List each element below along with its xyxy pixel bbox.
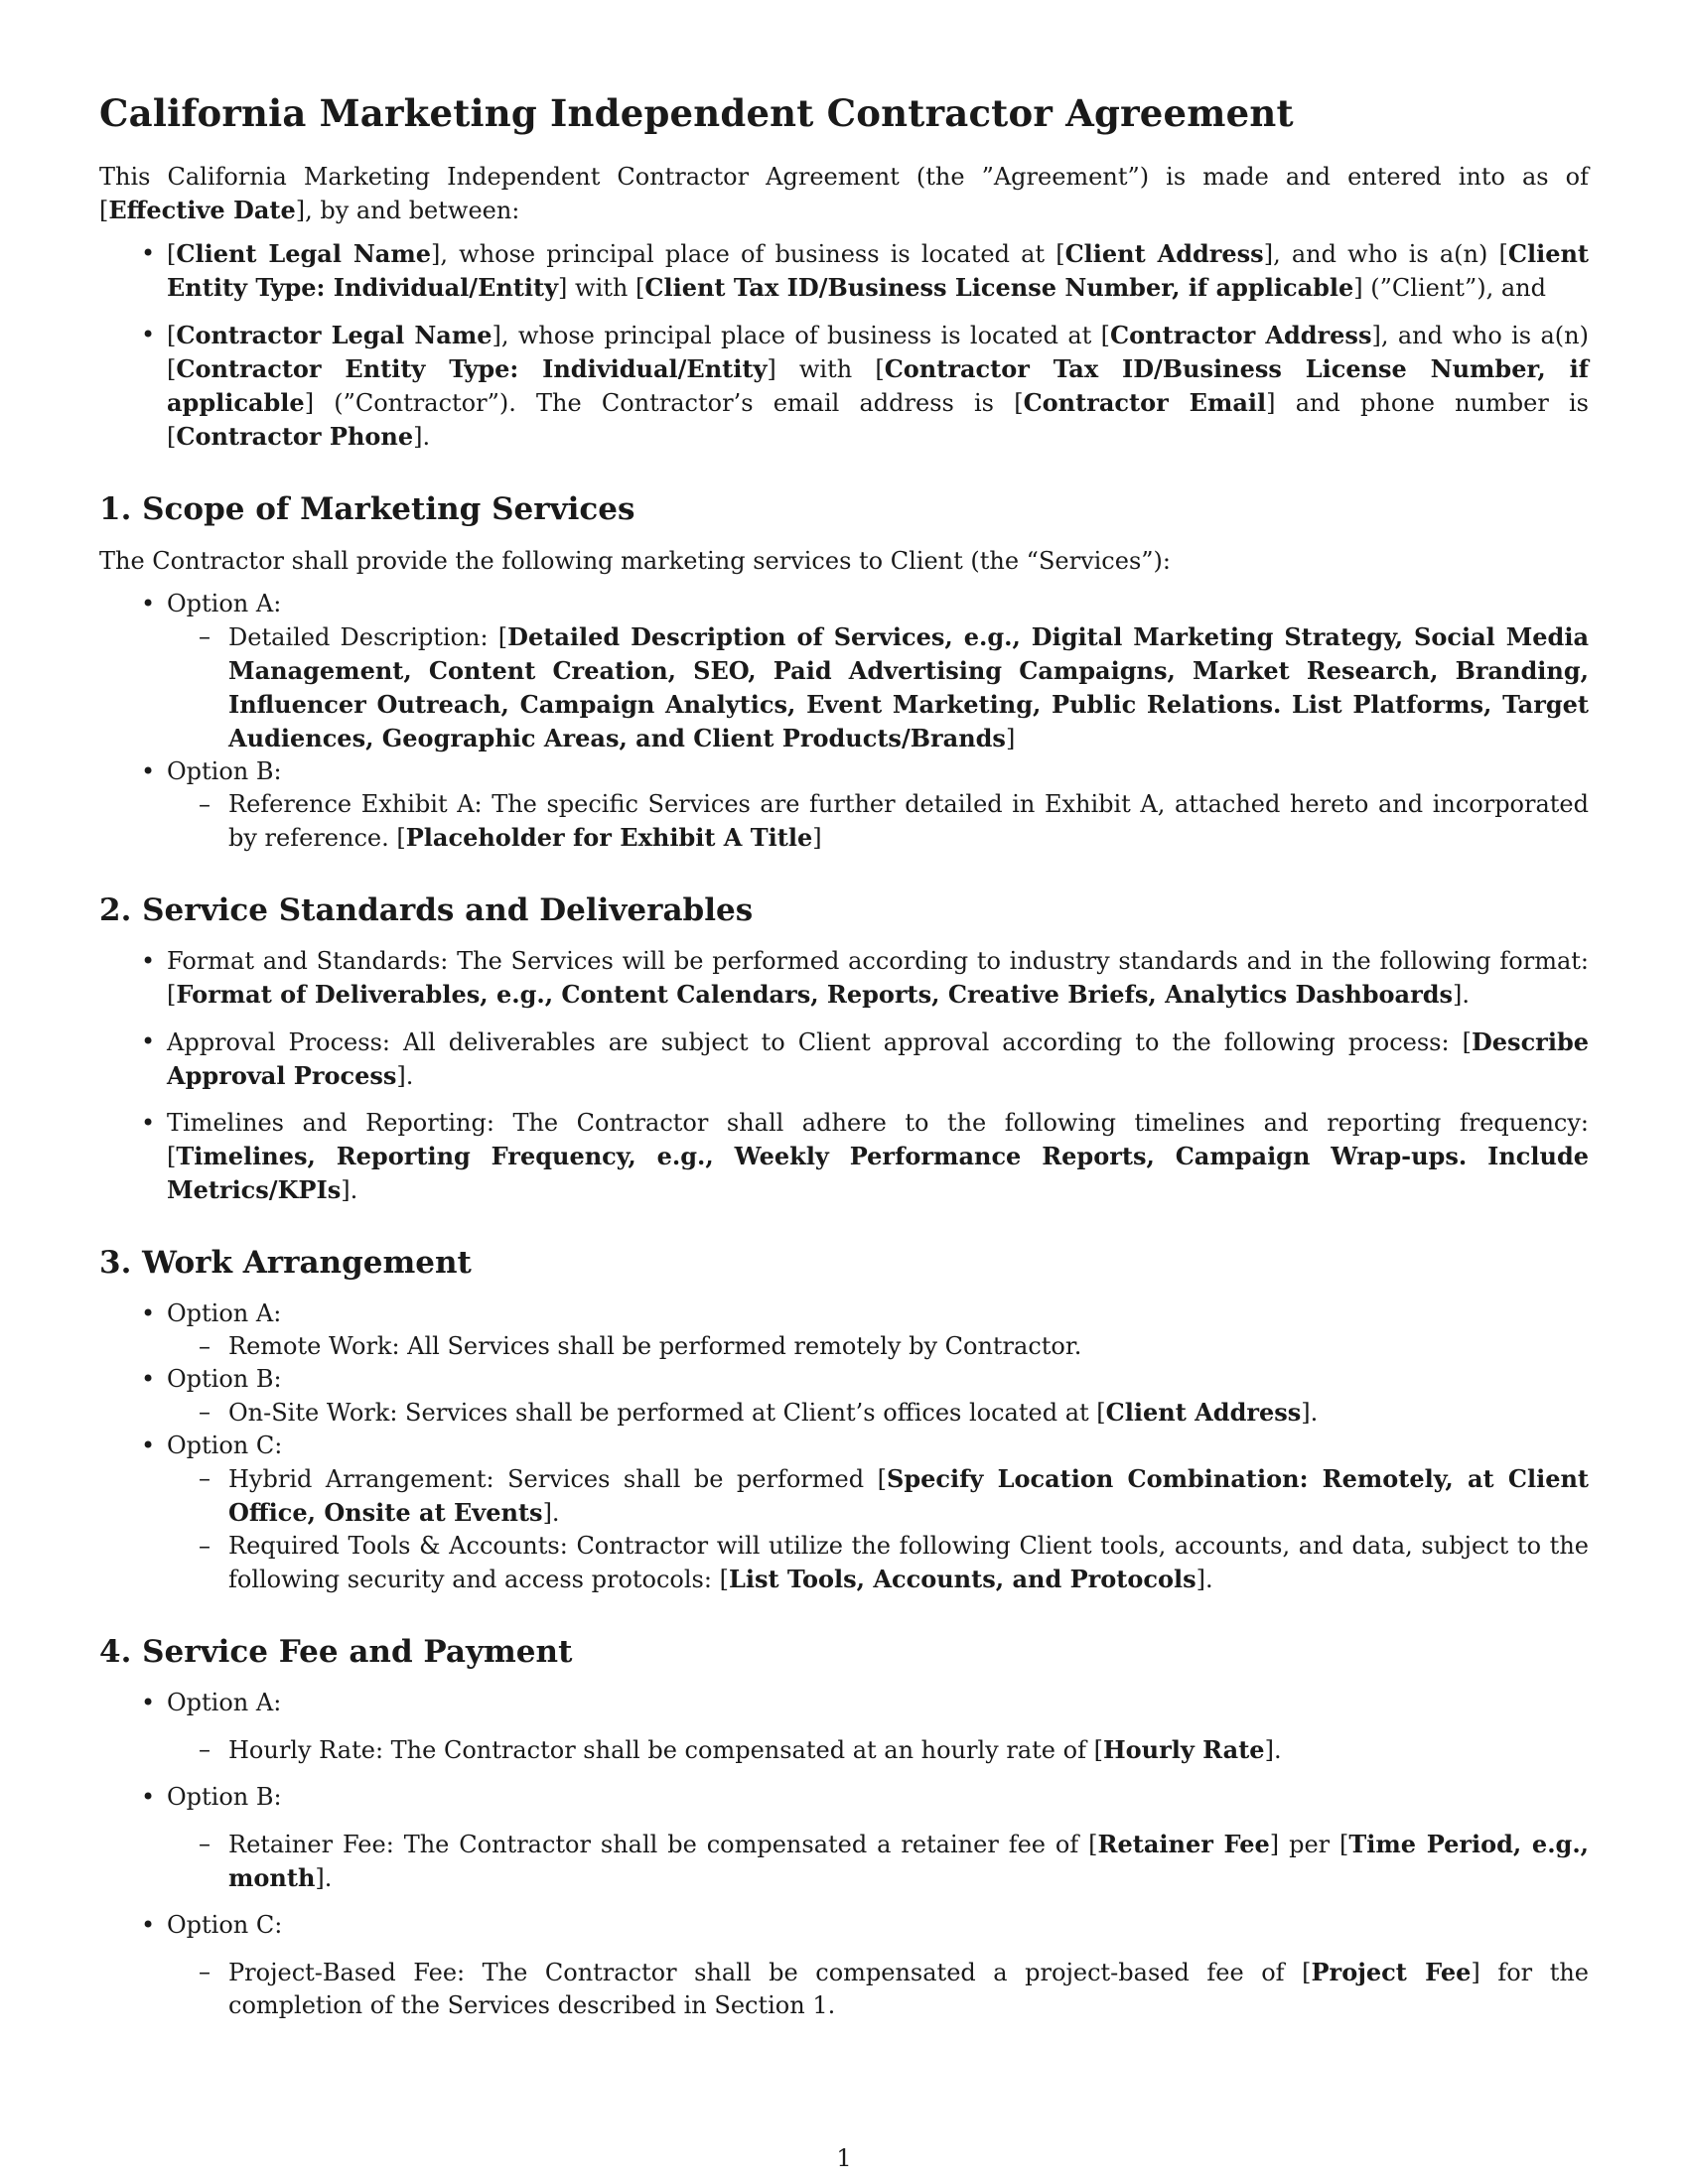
section-4-option-c-detail: – Project-Based Fee: The Contractor shall be compensated a project-based fee of [Project Fee] for the completion of the Services described in Section 1. <box>167 1956 1589 2022</box>
section-3-option-b: • Option B: – On-Site Work: Services shall be performed at Client’s offices located at [Client Address]. <box>99 1363 1589 1430</box>
page-number: 1 <box>836 2144 852 2172</box>
section-1-option-b-detail: – Reference Exhibit A: The specific Services are further detailed in Exhibit A, attached hereto and incorporated by reference. [Placeholder for Exhibit A Title] <box>167 788 1589 855</box>
section-4-option-c: • Option C: – Project-Based Fee: The Contractor shall be compensated a project-based fee of [Project Fee] for the completion of the Services described in Section 1. <box>99 1909 1589 2022</box>
section-3-option-a-detail: – Remote Work: All Services shall be performed remotely by Contractor. <box>167 1330 1589 1363</box>
section-3-heading: 3. Work Arrangement <box>99 1244 472 1281</box>
section-4-option-a: • Option A: – Hourly Rate: The Contractor shall be compensated at an hourly rate of [Hourly Rate]. <box>99 1687 1589 1767</box>
section-2-format-item: • Format and Standards: The Services will be performed according to industry standards and in the following format: [Format of Deliverables, e.g., Content Calendars, Reports, Creative Briefs, Analytics Dashboards]. <box>99 945 1589 1012</box>
document-page <box>99 79 1589 2036</box>
section-3-option-c-hybrid: – Hybrid Arrangement: Services shall be performed [Specify Location Combination: Remotely, at Client Office, Onsite at Events]. <box>167 1462 1589 1530</box>
contractor-party-item: • [Contractor Legal Name], whose principal place of business is located at [Contractor Address], and who is a(n) [Contractor Entity Type: Individual/Entity] with [Contractor Tax ID/Business License Number, if applicable] (”Contractor”). The Contractor’s email address is [Contractor Email] and phone number is [Contractor Phone]. <box>99 319 1589 454</box>
section-2-approval-item: • Approval Process: All deliverables are subject to Client approval according to the following process: [Describe Approval Process]. <box>99 1025 1589 1093</box>
section-3-option-c: • Option C: – Hybrid Arrangement: Services shall be performed [Specify Location Combination: Remotely, at Client Office, Onsite at Events]. – Required Tools & Accounts: Contractor will utilize the following Client tools, accounts, and data, subject to the following security and access protocols: [List Tools, Accounts, and Protocols]. <box>99 1430 1589 1596</box>
section-3-option-c-tools: – Required Tools & Accounts: Contractor will utilize the following Client tools, accounts, and data, subject to the following security and access protocols: [List Tools, Accounts, and Protocols]. <box>167 1530 1589 1596</box>
parties-list <box>99 237 1589 454</box>
section-1-option-a: • Option A: – Detailed Description: [Detailed Description of Services, e.g., Digital Marketing Strategy, Social Media Management, Content Creation, SEO, Paid Advertising Campaigns, Market Research, Branding, Influencer Outreach, Campaign Analytics, Event Marketing, Public Relations. List Platforms, Target Audiences, Geographic Areas, and Client Products/Brands] <box>99 588 1589 755</box>
intro-paragraph: This California Marketing Independent Contractor Agreement (the ”Agreement”) is made and entered into as of [Effective Date], by and between: <box>99 163 1589 225</box>
section-3-options <box>99 1297 1589 1596</box>
section-1-option-b: • Option B: – Reference Exhibit A: The specific Services are further detailed in Exhibit A, attached hereto and incorporated by reference. [Placeholder for Exhibit A Title] <box>99 755 1589 855</box>
section-1-intro: The Contractor shall provide the following marketing services to Client (the “Services”): <box>99 546 1171 575</box>
section-1-options <box>99 588 1589 855</box>
section-1-option-a-detail: – Detailed Description: [Detailed Description of Services, e.g., Digital Marketing Strategy, Social Media Management, Content Creation, SEO, Paid Advertising Campaigns, Market Research, Branding, Influencer Outreach, Campaign Analytics, Event Marketing, Public Relations. List Platforms, Target Audiences, Geographic Areas, and Client Products/Brands] <box>167 620 1589 755</box>
client-party-item: • [Client Legal Name], whose principal place of business is located at [Client Address], and who is a(n) [Client Entity Type: Individual/Entity] with [Client Tax ID/Business License Number, if applicable] (”Client”), and <box>99 237 1589 305</box>
document-title: California Marketing Independent Contractor Agreement <box>99 91 1294 135</box>
section-4-option-b-detail: – Retainer Fee: The Contractor shall be compensated a retainer fee of [Retainer Fee] per [Time Period, e.g., month]. <box>167 1828 1589 1895</box>
section-4-options <box>99 1687 1589 2022</box>
section-2-list <box>99 945 1589 1207</box>
section-4-heading: 4. Service Fee and Payment <box>99 1633 573 1670</box>
section-3-option-b-detail: – On-Site Work: Services shall be performed at Client’s offices located at [Client Address]. <box>167 1396 1589 1430</box>
section-3-option-a: • Option A: – Remote Work: All Services shall be performed remotely by Contractor. <box>99 1297 1589 1363</box>
section-4-option-b: • Option B: – Retainer Fee: The Contractor shall be compensated a retainer fee of [Retainer Fee] per [Time Period, e.g., month]. <box>99 1781 1589 1895</box>
section-4-option-a-detail: – Hourly Rate: The Contractor shall be compensated at an hourly rate of [Hourly Rate]. <box>167 1733 1589 1767</box>
section-2-timelines-item: • Timelines and Reporting: The Contractor shall adhere to the following timelines and reporting frequency: [Timelines, Reporting Frequency, e.g., Weekly Performance Reports, Campaign Wrap-ups. Include Metrics/KPIs]. <box>99 1107 1589 1207</box>
effective-date-placeholder: Effective Date <box>108 196 296 225</box>
section-2-heading: 2. Service Standards and Deliverables <box>99 891 754 928</box>
section-1-heading: 1. Scope of Marketing Services <box>99 491 635 528</box>
